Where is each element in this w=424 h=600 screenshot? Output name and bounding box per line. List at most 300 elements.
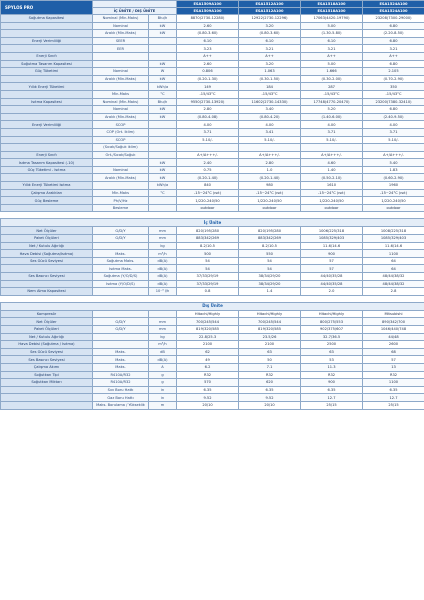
- table-row: [1, 197, 424, 205]
- row-unit: in: [149, 394, 177, 402]
- row-value: 6.10: [301, 37, 363, 45]
- row-sublabel: Nominal: [93, 106, 149, 114]
- outdoor-section: [1, 310, 424, 409]
- row-label: Çalışma Akımı: [1, 363, 93, 371]
- table-row: [1, 151, 424, 159]
- row-value: 149: [177, 83, 239, 91]
- row-label: Güç Tüketimi - Isıtma: [1, 166, 93, 174]
- row-sublabel: Ort./Sıcak/Soğuk: [93, 151, 149, 159]
- row-value: 11.6/14.6: [301, 242, 363, 250]
- row-sublabel: Soğutma (Y/O/D/S): [93, 273, 149, 281]
- row-value: A++: [239, 52, 301, 60]
- outdoor-unit-label: DIŞ ÜNİTE: [134, 9, 156, 13]
- row-sublabel: G/D/Y: [93, 227, 149, 235]
- row-value: 900: [301, 250, 363, 258]
- row-value: 57: [363, 356, 424, 364]
- row-value: 2100: [177, 341, 239, 349]
- outdoor-section-title: Dış Ünite: [1, 302, 424, 310]
- row-value: 2.60: [177, 60, 239, 68]
- row-unit: kW: [149, 174, 177, 182]
- row-label: Nem Alma Kapasitesi: [1, 288, 93, 296]
- row-value: 6.2: [177, 363, 239, 371]
- row-value: 890/342/700: [363, 318, 424, 326]
- row-unit: dB(A): [149, 265, 177, 273]
- table-row: [1, 242, 424, 250]
- row-sublabel: Isıtma Maks.: [93, 265, 149, 273]
- row-unit: mm: [149, 235, 177, 243]
- row-sublabel: G/D/Y: [93, 235, 149, 243]
- row-value: 54: [239, 257, 301, 265]
- row-label: Enerji Verimliliği: [1, 37, 93, 45]
- row-value: 3.23: [177, 45, 239, 53]
- row-label: Isıtma Tasarım Kapasitesi (-10): [1, 159, 93, 167]
- row-unit: 10⁻³ l/h: [149, 288, 177, 296]
- row-value: 12.7: [301, 394, 363, 402]
- row-value: 820/195/280: [177, 227, 239, 235]
- row-value: 1.40: [301, 166, 363, 174]
- row-value: 5.10/-: [363, 136, 424, 144]
- row-unit: [149, 45, 177, 53]
- row-value: 3.21: [239, 45, 301, 53]
- row-sublabel: Besleme: [93, 204, 149, 212]
- table-row: [1, 189, 424, 197]
- row-value: 820/195/280: [239, 227, 301, 235]
- row-sublabel: Gaz Boru Hattı: [93, 394, 149, 402]
- indoor-model-4: ESA1524A100: [363, 1, 424, 8]
- row-unit: in: [149, 386, 177, 394]
- row-sublabel: [93, 242, 149, 250]
- row-sublabel: [93, 341, 149, 349]
- row-value: 8870(2730-12280): [177, 15, 239, 23]
- table-row: [1, 235, 424, 243]
- row-value: 22.8/25.3: [177, 333, 239, 341]
- row-value: -15~24°C (ısıt): [301, 189, 363, 197]
- row-value: 1.063: [239, 68, 301, 76]
- table-row: [1, 15, 424, 23]
- row-value: 13: [363, 363, 424, 371]
- row-value: 700/245/544: [177, 318, 239, 326]
- row-value: (1.40-6.00): [301, 113, 363, 121]
- row-value: 8.2/10.5: [239, 242, 301, 250]
- row-sublabel: Aralık (Min-Maks): [93, 174, 149, 182]
- row-value: 11.3: [301, 363, 363, 371]
- row-value: 50: [239, 356, 301, 364]
- row-sublabel: Aralık (Min-Maks): [93, 75, 149, 83]
- row-sublabel: Maks.: [93, 250, 149, 258]
- table-row: [1, 128, 424, 136]
- row-sublabel: Soğutma Maks.: [93, 257, 149, 265]
- row-value: (0.80-4.20): [239, 113, 301, 121]
- row-value: Hitachi/Highly: [177, 310, 239, 318]
- row-value: 4.00: [301, 121, 363, 129]
- row-value: 5.10/-: [239, 136, 301, 144]
- table-row: [1, 401, 424, 409]
- spec-header: SPYLOS PRO ESA1509A100 ESA1512A100 ESA1518A100 ESA1524A100 İÇ ÜNİTE / DIŞ ÜNİTE ESA1509A100 ESA1512A100 ESA1518A100 ESA1524A100: [1, 1, 424, 15]
- row-label: [1, 30, 93, 38]
- row-value: 6.80: [363, 60, 424, 68]
- row-label: Kompresör: [1, 310, 93, 318]
- row-sublabel: G/D/Y: [93, 318, 149, 326]
- table-row: [1, 348, 424, 356]
- brand-name: SPYLOS PRO: [1, 1, 93, 15]
- row-sublabel: Aralık (Min-Maks): [93, 113, 149, 121]
- row-value: 3.41: [239, 128, 301, 136]
- table-row: [1, 136, 424, 144]
- row-value: outdoor: [239, 204, 301, 212]
- row-value: (0.70-2.90): [363, 75, 424, 83]
- row-value: 2.80: [239, 159, 301, 167]
- row-value: -15~24°C (ısıt): [239, 189, 301, 197]
- row-unit: [149, 37, 177, 45]
- row-value: 25/15: [363, 401, 424, 409]
- row-sublabel: Nominal: [93, 68, 149, 76]
- row-value: 63: [301, 348, 363, 356]
- row-sublabel: EER: [93, 45, 149, 53]
- row-sublabel: Nominal: [93, 22, 149, 30]
- row-value: 550: [239, 250, 301, 258]
- row-unit: mm: [149, 325, 177, 333]
- indoor-model-2: ESA1512A100: [239, 1, 301, 8]
- row-value: 57: [301, 257, 363, 265]
- table-row: [1, 273, 424, 281]
- row-unit: W: [149, 68, 177, 76]
- row-value: 9.52: [177, 394, 239, 402]
- table-row: [1, 45, 424, 53]
- table-row: [1, 257, 424, 265]
- row-value: (0.20-1.40): [177, 174, 239, 182]
- row-label: Güç Tüketimi: [1, 68, 93, 76]
- row-value: 287: [301, 83, 363, 91]
- row-value: 6.80: [363, 106, 424, 114]
- row-label: Net Ölçüler: [1, 227, 93, 235]
- row-value: 38/34/29/20: [239, 280, 301, 288]
- row-value: [239, 144, 301, 152]
- row-sublabel: Isıtma (Y/O/D/S): [93, 280, 149, 288]
- row-sublabel: COP (Ort. Iklim): [93, 128, 149, 136]
- row-value: -15/43°C: [301, 90, 363, 98]
- row-sublabel: Ph/V/Hz: [93, 197, 149, 205]
- row-label: Soğutkan Tipi: [1, 371, 93, 379]
- row-value: (0.20-1.30): [177, 75, 239, 83]
- row-value: -15/43°C: [363, 90, 424, 98]
- row-sublabel: SEER: [93, 37, 149, 45]
- table-row: [1, 75, 424, 83]
- row-label: Ses Basıncı Seviyesi: [1, 356, 93, 364]
- row-unit: [149, 144, 177, 152]
- row-label: [1, 265, 93, 273]
- row-value: 3.20: [239, 22, 301, 30]
- row-value: 1.4: [239, 288, 301, 296]
- row-value: 38/34/29/20: [239, 273, 301, 281]
- row-sublabel: Maks.: [93, 356, 149, 364]
- row-unit: kg: [149, 333, 177, 341]
- row-sublabel: Maks.: [93, 348, 149, 356]
- row-sublabel: [93, 159, 149, 167]
- row-value: 2.60: [177, 22, 239, 30]
- row-value: (0.60-2.90): [363, 174, 424, 182]
- row-sublabel: Nominal (Min-Maks): [93, 98, 149, 106]
- table-row: [1, 318, 424, 326]
- table-row: [1, 204, 424, 212]
- row-value: 12922(2730-12296): [239, 15, 301, 23]
- table-row: [1, 333, 424, 341]
- row-sublabel: [93, 60, 149, 68]
- row-label: Enerji Verimliliği: [1, 121, 93, 129]
- table-row: [1, 280, 424, 288]
- row-label: Ses Gücü Seviyesi: [1, 257, 93, 265]
- row-value: 1/220-240/50: [301, 197, 363, 205]
- row-value: 6.80: [363, 37, 424, 45]
- row-value: 2.80: [177, 106, 239, 114]
- row-label: Güç Besleme: [1, 197, 93, 205]
- row-value: 883/342/269: [239, 235, 301, 243]
- row-value: 6.35: [239, 386, 301, 394]
- row-unit: g: [149, 371, 177, 379]
- row-value: (2.20-8.50): [363, 30, 424, 38]
- row-value: (0.80-3.60): [239, 30, 301, 38]
- row-unit: kWh/a: [149, 83, 177, 91]
- row-unit: kW: [149, 30, 177, 38]
- outdoor-model-3: ESA1518A100: [301, 8, 363, 15]
- row-label: [1, 22, 93, 30]
- row-value: 3.40: [239, 106, 301, 114]
- table-row: [1, 98, 424, 106]
- row-label: Hava Debisi (Soğutma/Isıtma): [1, 250, 93, 258]
- row-value: 570: [177, 379, 239, 387]
- table-row: [1, 106, 424, 114]
- row-unit: dB(A): [149, 257, 177, 265]
- row-unit: Btu/h: [149, 15, 177, 23]
- table-row: [1, 174, 424, 182]
- row-value: 44/48: [363, 333, 424, 341]
- row-value: 5.20: [301, 106, 363, 114]
- table-row: [1, 144, 424, 152]
- table-row: [1, 37, 424, 45]
- row-unit: dB(A): [149, 356, 177, 364]
- row-label: Soğutma Kapasitesi: [1, 15, 93, 23]
- indoor-section-title: İç Ünite: [1, 219, 424, 227]
- row-label: Net / Kutulu Ağırlığı: [1, 242, 93, 250]
- row-unit: m: [149, 401, 177, 409]
- table-row: [1, 386, 424, 394]
- row-value: 20/10: [177, 401, 239, 409]
- row-value: 1610: [301, 182, 363, 190]
- row-value: 620: [239, 379, 301, 387]
- row-value: 1.666: [301, 68, 363, 76]
- row-value: Mitsubishi: [363, 310, 424, 318]
- table-row: [1, 60, 424, 68]
- row-sublabel: Nominal (Min-Maks): [93, 15, 149, 23]
- row-value: 68: [363, 348, 424, 356]
- row-label: [1, 204, 93, 212]
- row-label: Net Ölçüler: [1, 318, 93, 326]
- row-unit: [149, 52, 177, 60]
- row-unit: dB(A): [149, 273, 177, 281]
- row-value: 980: [239, 182, 301, 190]
- row-value: 6.10: [239, 37, 301, 45]
- row-label: Yıllık Enerji Tüketimi Isıtma: [1, 182, 93, 190]
- row-value: 0.8: [177, 288, 239, 296]
- row-value: 350: [363, 83, 424, 91]
- row-value: 4.00: [363, 121, 424, 129]
- row-value: 819/320/585: [177, 325, 239, 333]
- row-value: 2.105: [363, 68, 424, 76]
- row-value: 9550(2730-13920): [177, 98, 239, 106]
- row-unit: [149, 121, 177, 129]
- row-value: 64: [363, 257, 424, 265]
- row-label: [1, 75, 93, 83]
- row-label: [1, 144, 93, 152]
- row-value: 840: [177, 182, 239, 190]
- row-label: Yıllık Enerji Tüketimi: [1, 83, 93, 91]
- row-label: Isıtma Kapasitesi: [1, 98, 93, 106]
- row-value: (0.50-2.10): [301, 174, 363, 182]
- row-value: [301, 144, 363, 152]
- row-sublabel: Maks. Borulama / Yükseklik: [93, 401, 149, 409]
- row-sublabel: (Sıcak/Soğuk iklim): [93, 144, 149, 152]
- table-row: [1, 288, 424, 296]
- row-value: 54: [177, 257, 239, 265]
- row-sublabel: SCOP: [93, 136, 149, 144]
- row-sublabel: Min-Maks: [93, 90, 149, 98]
- table-row: [1, 182, 424, 190]
- table-row: [1, 341, 424, 349]
- row-value: 2.8: [363, 288, 424, 296]
- row-value: 25/15: [301, 401, 363, 409]
- row-sublabel: Sıvı Boru Hattı: [93, 386, 149, 394]
- row-label: Paket Ölçüleri: [1, 235, 93, 243]
- row-unit: [149, 136, 177, 144]
- row-unit: dB(A): [149, 280, 177, 288]
- row-label: [1, 90, 93, 98]
- row-value: 17063(4420-19790): [301, 15, 363, 23]
- row-unit: mm: [149, 318, 177, 326]
- row-sublabel: Maks.: [93, 363, 149, 371]
- row-value: 2500: [301, 341, 363, 349]
- row-label: Enerji Sınıfı: [1, 151, 93, 159]
- row-value: outdoor: [177, 204, 239, 212]
- row-label: Çalışma Aralıkları: [1, 189, 93, 197]
- row-value: 48/44/38/32: [363, 280, 424, 288]
- row-unit: Btu/h: [149, 98, 177, 106]
- row-value: 12.7: [363, 394, 424, 402]
- row-value: (0.20-1.40): [239, 174, 301, 182]
- row-sublabel: [93, 182, 149, 190]
- indoor-model-1: ESA1509A100: [177, 1, 239, 8]
- table-row: [1, 250, 424, 258]
- row-value: 64: [363, 265, 424, 273]
- table-row: [1, 113, 424, 121]
- row-unit: m³/h: [149, 341, 177, 349]
- row-value: 2100: [239, 341, 301, 349]
- row-value: 11.6/14.6: [363, 242, 424, 250]
- row-label: [1, 136, 93, 144]
- outdoor-model-4: ESA1524A100: [363, 8, 424, 15]
- row-value: [177, 144, 239, 152]
- table-row: [1, 371, 424, 379]
- row-value: 23208(7300-29000): [363, 15, 424, 23]
- row-unit: kW: [149, 113, 177, 121]
- row-value: A+/A+++/-: [301, 151, 363, 159]
- row-unit: kW: [149, 22, 177, 30]
- row-value: 6.35: [363, 386, 424, 394]
- row-value: 0.806: [177, 68, 239, 76]
- row-value: 1008/225/318: [363, 227, 424, 235]
- indoor-section: [1, 227, 424, 295]
- row-sublabel: R410A/R32: [93, 379, 149, 387]
- row-value: 11602(2730-14330): [239, 98, 301, 106]
- row-value: 32.7/36.5: [301, 333, 363, 341]
- row-label: Soğutkan Miktarı: [1, 379, 93, 387]
- row-value: 6.80: [363, 22, 424, 30]
- row-value: 20/10: [239, 401, 301, 409]
- row-value: (0.80-3.60): [177, 30, 239, 38]
- indoor-model-3: ESA1518A100: [301, 1, 363, 8]
- row-value: 1.0: [239, 166, 301, 174]
- row-value: A+/A+++/-: [363, 151, 424, 159]
- row-value: 4.60: [301, 159, 363, 167]
- row-sublabel: Nominal: [93, 166, 149, 174]
- row-value: 1100: [363, 379, 424, 387]
- row-unit: [149, 197, 177, 205]
- row-unit: [149, 204, 177, 212]
- row-value: 902/375/607: [301, 325, 363, 333]
- row-value: 6.10: [177, 37, 239, 45]
- row-label: [1, 394, 93, 402]
- outdoor-section-header: [1, 295, 424, 310]
- row-value: 800/275/553: [301, 318, 363, 326]
- row-value: 57: [301, 265, 363, 273]
- row-value: (0.80-4.08): [177, 113, 239, 121]
- row-value: 2.0: [301, 288, 363, 296]
- row-label: [1, 386, 93, 394]
- row-unit: dB: [149, 348, 177, 356]
- row-value: 37/33/29/19: [177, 273, 239, 281]
- row-unit: °C: [149, 189, 177, 197]
- table-row: [1, 90, 424, 98]
- row-value: (0.30-2.00): [301, 75, 363, 83]
- table-row: [1, 310, 424, 318]
- row-sublabel: [93, 288, 149, 296]
- row-sublabel: SCOP: [93, 121, 149, 129]
- row-value: 819/320/585: [239, 325, 301, 333]
- row-value: 5.10/-: [301, 136, 363, 144]
- row-value: (0.30-1.50): [239, 75, 301, 83]
- table-row: [1, 265, 424, 273]
- row-label: [1, 280, 93, 288]
- row-value: 23200(7380-32410): [363, 98, 424, 106]
- row-value: -15~24°C (ısıt): [177, 189, 239, 197]
- row-value: 1006/225/318: [301, 227, 363, 235]
- row-value: 7.1: [239, 363, 301, 371]
- row-value: Hitachi/Highly: [239, 310, 301, 318]
- row-label: Enerji Sınıfı: [1, 52, 93, 60]
- table-row: [1, 379, 424, 387]
- row-value: 3.20: [239, 60, 301, 68]
- row-value: A+/A+++/-: [239, 151, 301, 159]
- row-value: 1085/329/403: [363, 235, 424, 243]
- row-value: 2.40: [177, 159, 239, 167]
- row-value: 49: [177, 356, 239, 364]
- row-value: 9.52: [239, 394, 301, 402]
- row-value: A++: [177, 52, 239, 60]
- row-value: R32: [363, 371, 424, 379]
- row-value: (1.30-5.80): [301, 30, 363, 38]
- row-unit: kW: [149, 166, 177, 174]
- row-unit: kW: [149, 159, 177, 167]
- row-value: 4.00: [177, 121, 239, 129]
- row-value: 63: [239, 348, 301, 356]
